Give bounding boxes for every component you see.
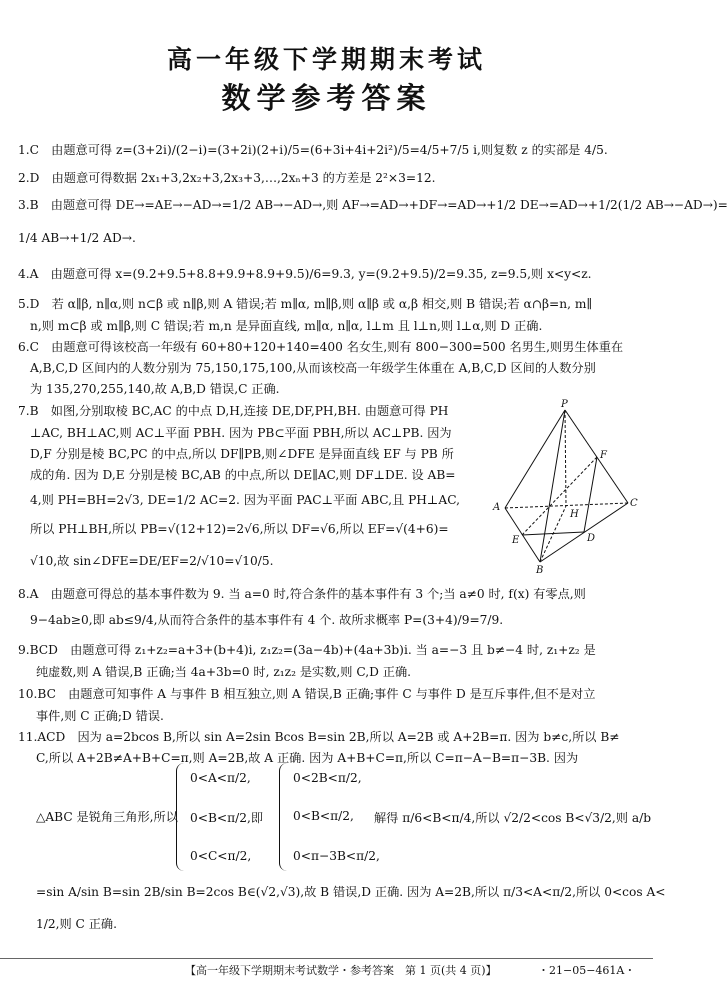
answer-7-line-2: ⊥AC, BH⊥AC,则 AC⊥平面 PBH. 因为 PB⊂平面 PBH,所以 AC⊥PB. 因为 (30, 426, 452, 440)
answer-7-line-3: D,F 分别是棱 BC,PC 的中点,所以 DF∥PB,则∠DFE 是异面直线 EF 与 PB 所 (30, 447, 454, 461)
inequality-system (176, 763, 652, 873)
answer-5-line-1: 5.D 若 α∥β, n∥α,则 n⊂β 或 n∥β,则 A 错误;若 m∥α, m∥β,则 α∥β 或 α,β 相交,则 B 错误;若 α∩β=n, m∥ (18, 297, 593, 311)
answer-6-line-2: A,B,C,D 区间内的人数分别为 75,150,175,100,从而该校高一年级学生体重在 A,B,C,D 区间的人数分别 (30, 361, 596, 375)
answer-7-line-4: 成的角. 因为 D,E 分别是棱 BC,AB 的中点,所以 DE∥AC,则 DF⊥DE. 设 AB= (30, 468, 456, 482)
fig-label-e: E (512, 535, 520, 546)
page-subtitle: 数学参考答案 (221, 81, 432, 115)
system-lead: △ABC 是锐角三角形,所以 (36, 810, 178, 824)
fig-label-c: C (630, 498, 638, 509)
answer-3-line-2: 1/4 AB→+1/2 AD→. (18, 231, 136, 245)
system-tail: 解得 π/6<B<π/4,所以 √2/2<cos B<√3/2,则 a/b (374, 811, 652, 825)
answer-10-line-1: 10.BC 由题意可知事件 A 与事件 B 相互独立,则 A 错误,B 正确;事件 C 与事件 D 是互斥事件,但不是对立 (18, 687, 596, 701)
answer-7-line-1: 7.B 如图,分别取棱 BC,AC 的中点 D,H,连接 DE,DF,PH,BH. 由题意可得 PH (18, 404, 449, 418)
page-title: 高一年级下学期期末考试 (166, 45, 486, 74)
answer-8-line-2: 9−4ab≥0,即 ab≤9/4,从而符合条件的基本事件有 4 个. 故所求概率 P=(3+4)/9=7/9. (30, 613, 504, 627)
system-left-row-3: 0<C<π/2, (190, 849, 252, 863)
answer-1-line-1: 1.C 由题意可得 z=(3+2i)/(2−i)=(3+2i)(2+i)/5=(6+3i+4i+2i²)/5=4/5+7/5 i,则复数 z 的实部是 4/5. (18, 143, 608, 157)
fig-label-h: H (570, 509, 579, 520)
answer-11-line-2: C,所以 A+2B≠A+B+C=π,则 A=2B,故 A 正确. 因为 A+B+C=π,所以 C=π−A−B=π−3B. 因为 (36, 751, 579, 765)
right-brace (279, 763, 290, 871)
fig-label-p: P (561, 399, 568, 410)
fig-label-f: F (600, 450, 607, 461)
answer-8-line-1: 8.A 由题意可得总的基本事件数为 9. 当 a=0 时,符合条件的基本事件有 3 个;当 a≠0 时, f(x) 有零点,则 (18, 587, 586, 601)
answer-9-line-1: 9.BCD 由题意可得 z₁+z₂=a+3+(b+4)i, z₁z₂=(3a−4b)+(4a+3b)i. 当 a=−3 且 b≠−4 时, z₁+z₂ 是 (18, 643, 596, 657)
answer-5-line-2: n,则 m⊂β 或 m∥β,则 C 错误;若 m,n 是异面直线, m∥α, n∥α, l⊥m 且 l⊥n,则 l⊥α,则 D 正确. (30, 319, 543, 333)
fig-label-d: D (587, 533, 596, 544)
answer-11-line-3: =sin A/sin B=sin 2B/sin B=2cos B∈(√2,√3),故 B 错误,D 正确. 因为 A=2B,所以 π/3<A<π/2,所以 0<cos A< (36, 885, 666, 899)
fig-label-a: A (493, 502, 501, 513)
system-right-row-1: 0<2B<π/2, (293, 771, 362, 785)
answer-7-line-5: 4,则 PH=BH=2√3, DE=1/2 AC=2. 因为平面 PAC⊥平面 ABC,且 PH⊥AC, (30, 493, 460, 507)
system-right-row-3: 0<π−3B<π/2, (293, 849, 380, 863)
system-right-row-2: 0<B<π/2, (293, 809, 354, 823)
answer-11-line-1: 11.ACD 因为 a=2bcos B,所以 sin A=2sin Bcos B=sin 2B,所以 A=2B 或 A+2B=π. 因为 b≠c,所以 B≠ (18, 730, 620, 744)
answer-9-line-2: 纯虚数,则 A 错误,B 正确;当 4a+3b=0 时, z₁z₂ 是实数,则 C,D 正确. (36, 665, 412, 679)
page-footer: 【高一年级下学期期末考试数学・参考答案 第 1 页(共 4 页)】 (185, 964, 497, 977)
answer-11-line-4: 1/2,则 C 正确. (36, 917, 117, 931)
footer-code: ・21−05−461A・ (538, 964, 636, 977)
answer-6-line-3: 为 135,270,255,140,故 A,B,D 错误,C 正确. (30, 382, 280, 396)
left-brace (176, 763, 187, 871)
answer-7-line-7: √10,故 sin∠DFE=DE/EF=2/√10=√10/5. (30, 554, 274, 568)
answer-3-line-1: 3.B 由题意可得 DE→=AE→−AD→=1/2 AB→−AD→,则 AF→=AD→+DF→=AD→+1/2 DE→=AD→+1/2(1/2 AB→−AD→)= (18, 198, 728, 212)
system-left-row-2: 0<B<π/2,即 (190, 811, 264, 825)
answer-10-line-2: 事件,则 C 正确;D 错误. (36, 709, 164, 723)
system-left-row-1: 0<A<π/2, (190, 771, 251, 785)
answer-6-line-1: 6.C 由题意可得该校高一年级有 60+80+120+140=400 名女生,则有 800−300=500 名男生,则男生体重在 (18, 340, 624, 354)
footer-divider (0, 958, 653, 959)
tetrahedron-figure (490, 396, 640, 574)
answer-2-line-1: 2.D 由题意可得数据 2x₁+3,2x₂+3,2x₃+3,…,2xₙ+3 的方差是 2²×3=12. (18, 171, 436, 185)
fig-label-b: B (536, 565, 544, 576)
answer-4-line-1: 4.A 由题意可得 x=(9.2+9.5+8.8+9.9+8.9+9.5)/6=9.3, y=(9.2+9.5)/2=9.35, z=9.5,则 x<y<z. (18, 267, 592, 281)
answer-7-line-6: 所以 PH⊥BH,所以 PB=√(12+12)=2√6,所以 DF=√6,所以 EF=√(4+6)= (30, 522, 449, 536)
